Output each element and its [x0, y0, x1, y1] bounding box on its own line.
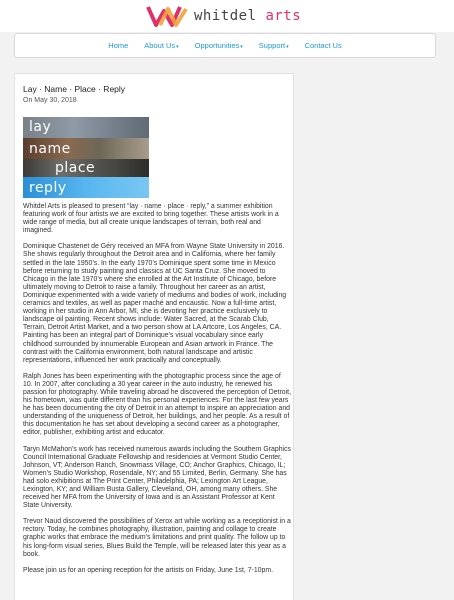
banner-word-lay: lay: [29, 119, 52, 135]
site-logo[interactable]: [146, 2, 301, 30]
logo-text: [194, 8, 301, 24]
nav-item-home[interactable]: [108, 41, 128, 50]
chevron-down-icon: ▾: [240, 44, 243, 50]
nav-item-label: Home: [108, 41, 129, 50]
post-paragraph: Ralph Jones has been experimenting with the photographic process since the age of 10. In 2007, after concluding a 30 year career in the auto industry, he renewed his passion for photography. While traveling abroad he discovered the perception of Detroit, his hometown, was quite different than his personal experiences. For the last few years he has been documenting the city of Detroit in an attempt to inspire an appreciation and understanding of the uniqueness of Detroit, her buildings, and her people. As a result of this documentation he has set about developing a second career as a photographer, editor, publisher, exhibiting artist and educator.: [23, 372, 291, 437]
nav-item-label: Contact Us: [304, 41, 342, 50]
site-header: [0, 0, 454, 32]
post-paragraph: Dominique Chastenet de Géry received an MFA from Wayne State University in 2016. She shows regularly throughout the Detroit area and in California, where her family settled in the late 1950’s. In the early 1970’s Dominique spent some time in Mexico before returning to study painting and classics at UC Santa Cruz. She moved to Chicago in the late 1970’s where she enrolled at the Art Institute of Chicago, before ultimately moving to Detroit to raise a family. Throughout her career as an artist, Dominique experimented with a wide variety of mediums and bodies of work, including ceramics and textiles, as well as paper maché and encaustic. Now a full-time artist, working in her studio in Ann Arbor, MI, she is devoting her practice exclusively to landscape oil painting. Recent shows include: Water Sacred, at the Scarab Club, Terrain, Detroit Artist Market, and a two person show at LA Artcore, Los Angeles, CA. Painting has been an integral part of Dominique’s visual vocabulary since early childhood surrounded by innumerable European and Asian artwork in France. The contrast with the California environment, both natural landscape and artistic representations, influenced her work practically and conceptually.: [23, 243, 287, 364]
banner-band-lay: [23, 117, 149, 138]
logo-accent: arts: [265, 8, 302, 24]
logo-mark-icon: [146, 3, 190, 29]
post-card: [14, 73, 294, 600]
banner-band-name: [23, 138, 149, 159]
post-paragraph: Whitdel Arts is pleased to present “lay · name · place · reply,” a summer exhibition featuring work of four artists we are excited to bring together. These artists work in a wide range of media, but all create unique landscapes of terrain, both real and imagined.: [23, 203, 279, 235]
nav-item-opportunities[interactable]: [195, 41, 243, 50]
nav-item-contact-us[interactable]: [305, 41, 342, 50]
chevron-down-icon: ▾: [176, 44, 179, 50]
nav-item-label: About Us: [144, 41, 176, 50]
banner-band-reply: [23, 177, 149, 198]
nav-item-support[interactable]: [259, 41, 289, 50]
banner-word-name: name: [29, 141, 71, 157]
post-paragraph: Please join us for an opening reception for the artists on Friday, June 1st, 7-10pm.: [23, 566, 273, 574]
exhibition-banner-image: [23, 117, 149, 198]
banner-band-place: [23, 159, 149, 177]
nav-item-about-us[interactable]: [144, 41, 178, 50]
logo-prefix: whitdel: [194, 8, 266, 24]
post-paragraph: Taryn McMahon’s work has received numerous awards including the Southern Graphics Council International Graduate Fellowship and residencies at Vermont Studio Center, Johnson, VT; Anderson Ranch, Snowmass Village, CO; Anchor Graphics, Chicago, IL; Women’s Studio Workshop, Rosendale, NY; and 55 Limited, Berlin, Germany. She has had solo exhibitions at The Print Center, Philadelphia, PA; Lexington Art League, Lexington, KY; and William Busta Gallery, Cleveland, OH, among many others. She received her MFA from the University of Iowa and is an Assistant Professor at Kent State University.: [23, 445, 291, 510]
nav-item-label: Support: [258, 41, 286, 50]
post-body: [23, 203, 291, 583]
banner-word-reply: reply: [29, 180, 67, 196]
post-date: On May 30, 2018: [23, 97, 77, 104]
post-title[interactable]: Lay · Name · Place · Reply: [23, 84, 126, 94]
chevron-down-icon: ▾: [286, 44, 289, 50]
banner-word-place: place: [55, 160, 96, 176]
nav-item-label: Opportunities: [194, 41, 240, 50]
main-navigation: [14, 33, 436, 58]
post-paragraph: Trevor Naud discovered the possibilities of Xerox art while working as a receptionist in a rectory. Today, he combines photography, illustration, painting and collage to create graphic works that embrace the medium’s limitations and print quality. The follow up to his long-form visual series, Blues Build the Temple, will be released later this year as a book.: [23, 518, 291, 558]
